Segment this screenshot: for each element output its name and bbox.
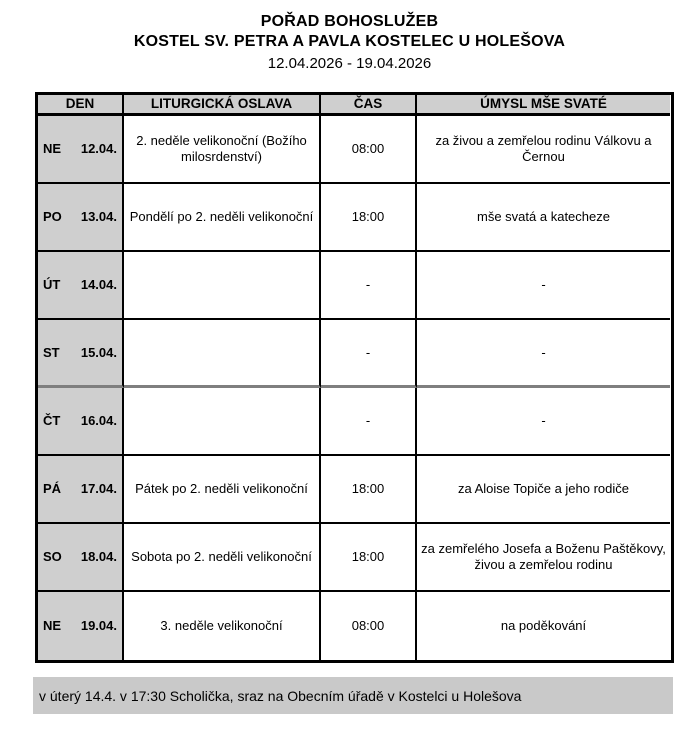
column-header-cas: ČAS [321, 95, 417, 116]
celebration-cell: Sobota po 2. neděli velikonoční [124, 524, 321, 592]
day-abbr: ÚT [43, 277, 61, 292]
celebration-cell: Pátek po 2. neděli velikonoční [124, 456, 321, 524]
intention-cell: za živou a zemřelou rodinu Válkovu a Černou [417, 116, 670, 184]
time-cell: - [321, 320, 417, 388]
column-header-liturgicka-oslava: LITURGICKÁ OSLAVA [124, 95, 321, 116]
day-abbr: ČT [43, 413, 61, 428]
intention-cell: - [417, 388, 670, 456]
document-header [0, 0, 699, 73]
time-cell: 08:00 [321, 116, 417, 184]
day-date: 19.04. [80, 618, 117, 633]
day-date: 16.04. [80, 413, 117, 428]
celebration-cell [124, 252, 321, 320]
day-abbr: NE [43, 141, 62, 156]
intention-cell: - [417, 320, 670, 388]
celebration-cell: 2. neděle velikonoční (Božího milosrdenství) [124, 116, 321, 184]
time-cell: 18:00 [321, 524, 417, 592]
day-abbr: PO [43, 209, 62, 224]
day-date: 15.04. [80, 344, 117, 360]
day-abbr: NE [43, 618, 62, 633]
column-header-den: DEN [38, 95, 124, 116]
date-range: 12.04.2026 - 19.04.2026 [267, 55, 432, 72]
day-cell [38, 252, 124, 320]
celebration-cell: Pondělí po 2. neděli velikonoční [124, 184, 321, 252]
day-date: 13.04. [80, 209, 117, 224]
time-cell: 18:00 [321, 184, 417, 252]
day-cell [38, 184, 124, 252]
day-date: 12.04. [80, 141, 117, 156]
day-cell [38, 524, 124, 592]
intention-cell: za Aloise Topiče a jeho rodiče [417, 456, 670, 524]
intention-cell: mše svatá a katecheze [417, 184, 670, 252]
announcement-bar [33, 677, 673, 714]
time-cell: - [321, 388, 417, 456]
mass-schedule-table [35, 92, 674, 663]
announcement-text: v úterý 14.4. v 17:30 Scholička, sraz na Obecním úřadě v Kostelci u Holešova [39, 687, 522, 704]
day-cell [38, 116, 124, 184]
day-abbr: ST [43, 344, 60, 360]
day-cell [38, 320, 124, 388]
day-cell [38, 456, 124, 524]
church-title: KOSTEL SV. PETRA A PAVLA KOSTELEC U HOLEŠOVA [133, 33, 566, 50]
day-cell [38, 388, 124, 456]
day-abbr: PÁ [43, 481, 62, 496]
column-header-umysl-mse-svate: ÚMYSL MŠE SVATÉ [417, 95, 670, 116]
intention-cell: na poděkování [500, 618, 587, 633]
time-cell: - [321, 252, 417, 320]
day-abbr: SO [43, 549, 62, 564]
day-date: 18.04. [80, 549, 117, 564]
time-cell: 08:00 [321, 592, 417, 660]
celebration-cell: 3. neděle velikonoční [124, 592, 321, 660]
day-date: 17.04. [80, 481, 117, 496]
intention-cell: - [417, 252, 670, 320]
day-cell [38, 592, 124, 660]
celebration-cell [124, 388, 321, 456]
intention-cell: za zemřelého Josefa a Boženu Paštěkovy, živou a zemřelou rodinu [417, 524, 670, 592]
day-date: 14.04. [80, 277, 117, 292]
time-cell: 18:00 [321, 456, 417, 524]
page-title: POŘAD BOHOSLUŽEB [260, 13, 439, 30]
celebration-cell [124, 320, 321, 388]
